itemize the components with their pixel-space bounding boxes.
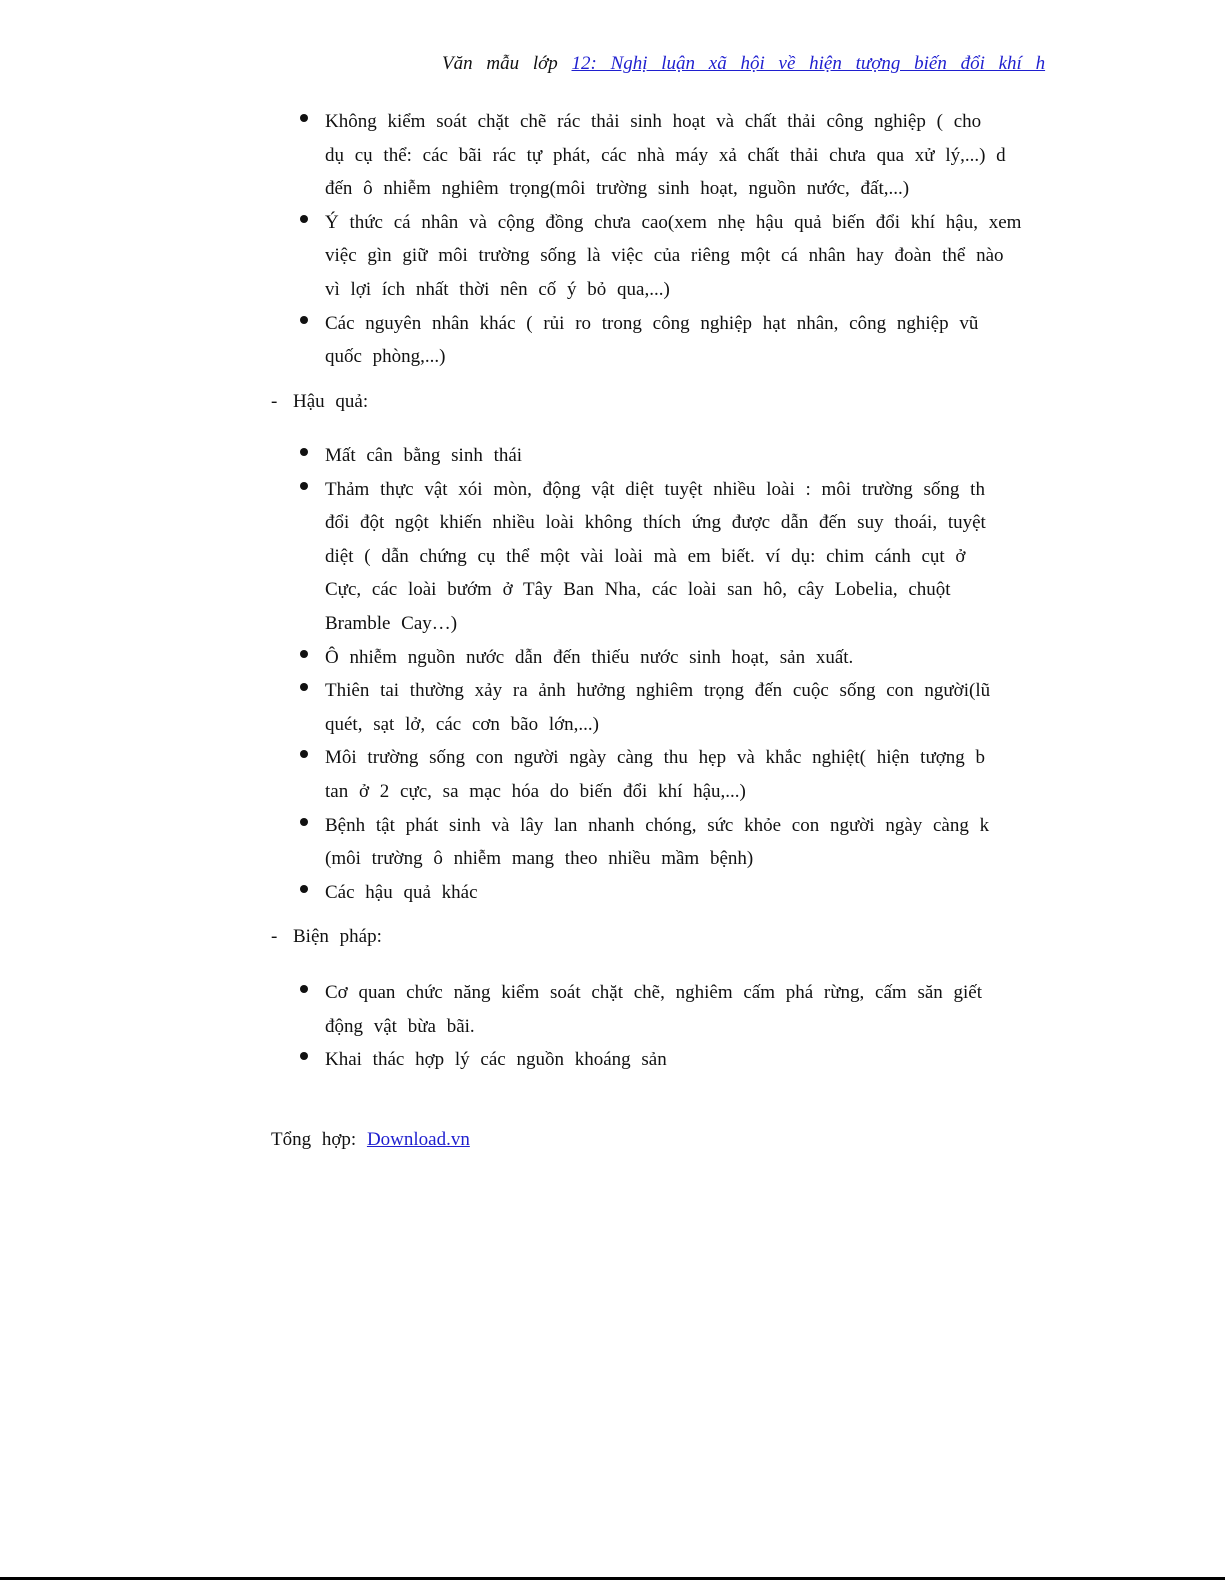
list-item-line: đến ô nhiễm nghiêm trọng(môi trường sinh hoạt, nguồn nước, đất,...) [325,178,910,200]
measures-heading-text: Biện pháp: [293,926,382,947]
bullet-icon [300,750,308,758]
list-item [300,1043,1060,1077]
list-item [300,674,1060,741]
list-item [300,439,1060,473]
list-item [300,105,1060,206]
dash-marker: - [271,391,278,412]
list-item-line: quét, sạt lở, các cơn bão lớn,...) [325,713,600,735]
bullet-icon [300,885,308,893]
bullet-icon [300,650,308,658]
list-item-line: Các hậu quả khác [325,881,478,903]
list-item-line: việc gìn giữ môi trường sống là việc của riêng một cá nhân hay đoàn thể nào [325,245,1004,267]
bullet-icon [300,114,308,122]
bullet-icon [300,316,308,324]
measures-list [300,976,1060,1077]
list-item-line: Các nguyên nhân khác ( rủi ro trong công nghiệp hạt nhân, công nghiệp vũ [325,312,979,334]
causes-list [300,105,1060,374]
list-item [300,641,1060,675]
bullet-icon [300,683,308,691]
list-item [300,473,1060,641]
header-title-link[interactable]: 12: Nghị luận xã hội về hiện tượng biến đổi khí h [571,53,1046,74]
list-item-line: Bramble Cay…) [325,612,458,634]
list-item-line: dụ cụ thể: các bãi rác tự phát, các nhà máy xả chất thải chưa qua xử lý,...) d [325,144,1006,166]
list-item-line: Môi trường sống con người ngày càng thu hẹp và khắc nghiệt( hiện tượng b [325,747,986,769]
bullet-icon [300,985,308,993]
consequences-heading-text: Hậu quả: [293,391,369,412]
list-item-line: Ý thức cá nhân và cộng đồng chưa cao(xem nhẹ hậu quả biến đổi khí hậu, xem [325,211,1022,233]
bullet-icon [300,448,308,456]
list-item-line: (môi trường ô nhiễm mang theo nhiều mầm bệnh) [325,848,754,870]
list-item-line: Cơ quan chức năng kiểm soát chặt chẽ, nghiêm cấm phá rừng, cấm săn giết [325,982,983,1003]
list-item-line: diệt ( dẫn chứng cụ thể một vài loài mà em biết. ví dụ: chim cánh cụt ở [325,545,966,567]
page-bottom-divider [0,1577,1225,1580]
footer-source [271,1129,470,1151]
consequences-list [300,439,1060,909]
list-item-line: Ô nhiễm nguồn nước dẫn đến thiếu nước sinh hoạt, sản xuất. [325,646,854,668]
list-item [300,741,1060,808]
bullet-icon [300,1052,308,1060]
bullet-icon [300,818,308,826]
list-item-line: Khai thác hợp lý các nguồn khoáng sản [325,1049,667,1071]
dash-marker: - [271,926,278,947]
bullet-icon [300,215,308,223]
measures-heading [271,926,382,948]
list-item [300,809,1060,876]
list-item-line: tan ở 2 cực, sa mạc hóa do biến đổi khí hậu,...) [325,780,746,802]
list-item-line: Thiên tai thường xảy ra ảnh hưởng nghiêm trọng đến cuộc sống con người(lũ [325,680,991,702]
list-item-line: Thảm thực vật xói mòn, động vật diệt tuyệt nhiều loài : môi trường sống th [325,478,985,500]
footer-source-link[interactable]: Download.vn [366,1129,470,1150]
page-header [442,53,1060,75]
list-item [300,976,1060,1043]
list-item-line: Bệnh tật phát sinh và lây lan nhanh chóng, sức khỏe con người ngày càng k [325,814,990,836]
list-item [300,206,1060,307]
list-item-line: quốc phòng,...) [325,346,446,368]
list-item-line: đổi đột ngột khiến nhiều loài không thích ứng được dẫn đến suy thoái, tuyệt [325,512,986,534]
list-item-line: Không kiểm soát chặt chẽ rác thải sinh hoạt và chất thải công nghiệp ( cho [325,111,982,132]
list-item-line: động vật bừa bãi. [325,1015,475,1037]
footer-label: Tổng hợp: [271,1129,357,1150]
bullet-icon [300,482,308,490]
list-item-line: vì lợi ích nhất thời nên cố ý bỏ qua,...) [325,278,670,300]
list-item [300,876,1060,910]
consequences-heading [271,391,368,413]
list-item-line: Mất cân bằng sinh thái [325,445,523,466]
list-item [300,307,1060,374]
header-prefix: Văn mẫu lớp [442,53,558,74]
list-item-line: Cực, các loài bướm ở Tây Ban Nha, các loài san hô, cây Lobelia, chuột [325,579,951,601]
